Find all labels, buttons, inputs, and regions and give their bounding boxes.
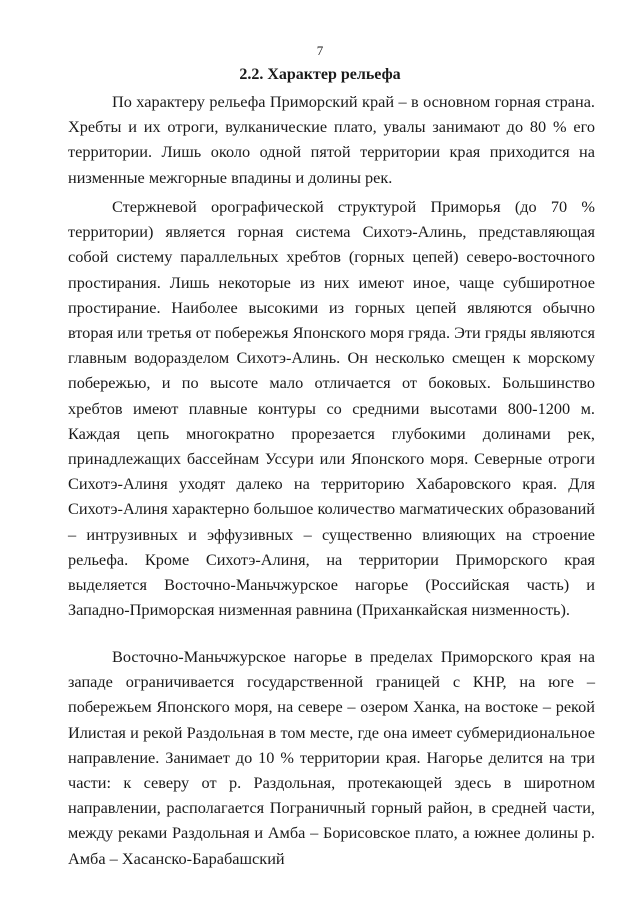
paragraph-relief-overview: По характеру рельефа Приморский край – в основном горная страна. Хребты и их отроги, вулканические плато, увалы занимают до 80 % его территории. Лишь около одной пятой территории края приходится на низменные межгорные впадины и долины рек. (68, 92, 595, 187)
paragraph-sikhote-alin: Стержневой орографической структурой Приморья (до 70 % территории) является горная система Сихотэ-Алинь, представляющая собой систему параллельных хребтов (горных цепей) северо-восточного простирания. Лишь некоторые из них имеют иное, чаще субширотное простирание. Наиболее высокими из горных цепей являются обычно вторая или третья от побережья Японского моря гряда. Эти гряды являются главным водоразделом Сихотэ-Алинь. Он несколько смещен к морскому побережью, и по высоте мало отличается от боковых. Большинство хребтов имеют плавные контуры со средними высотами 800-1200 м. Каждая цепь многократно прорезается глубокими долинами рек, принадлежащих бассейнам Уссури или Японского моря. Северные отроги Сихотэ-Алиня уходят далеко на территорию Хабаровского края. Для Сихотэ-Алиня характерно большое количество магматических образований – интрузивных и эффузивных – существенно влияющих на строение рельефа. Кроме Сихотэ-Алиня, на территории Приморского края выделяется Восточно-Маньчжурское нагорье (Российская часть) и Западно-Приморская низменная равнина (Приханкайская низменность). (68, 197, 595, 620)
paragraph-east-manchurian-highlands: Восточно-Маньчжурское нагорье в пределах Приморского края на западе ограничивается государственной границей с КНР, на юге – побережьем Японского моря, на севере – озером Ханка, на востоке – рекой Илистая и рекой Раздольная в том месте, где она имеет субмеридиональное направление. Занимает до 10 % территории края. Нагорье делится на три части: к северу от р. Раздольная, протекающей здесь в широтном направлении, располагается Пограничный горный район, в средней части, между реками Раздольная и Амба – Борисовское плато, а южнее долины р. Амба – Хасанско-Барабашский (68, 647, 595, 868)
page-number: 7 (316, 43, 324, 58)
section-heading: 2.2. Характер рельефа (239, 66, 401, 83)
